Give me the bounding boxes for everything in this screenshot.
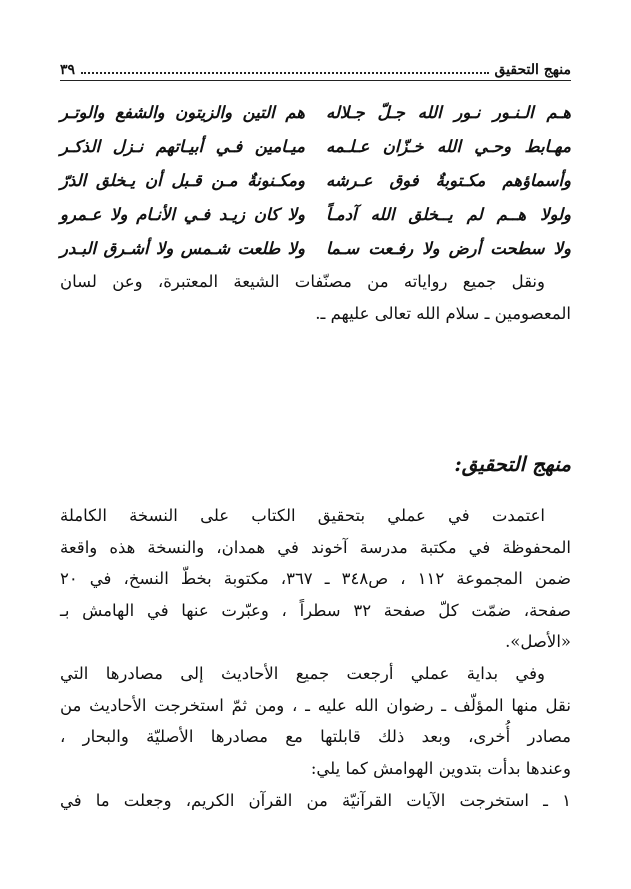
verse-second-hemistich: ومكـنونةٌ مـن قـبل أن يـخلق الذرّ — [60, 170, 305, 190]
verse-second-hemistich: ولا كان زيـد فـي الأنـام ولا عـمرو — [60, 204, 305, 224]
text-line: مصادر أُخرى، وبعد ذلك قابلتها مع مصادرها الأصليّة والبحار ، — [60, 727, 571, 746]
text-line: نقل منها المؤلّف ـ رضوان الله عليه ـ ، ومن ثمّ استخرجت الأحاديث من — [60, 695, 571, 715]
poem — [60, 95, 571, 265]
running-head — [60, 58, 571, 78]
text-line: ١ ـ استخرجت الآيات القرآنيّة من القرآن الكريم، وجعلت ما في — [60, 791, 571, 810]
text-line: وعندها بدأت بتدوين الهوامش كما يلي: — [310, 758, 571, 778]
poem-verse — [60, 197, 571, 231]
poem-verse — [60, 163, 571, 197]
text-line: وفي بداية عملي أرجعت جميع الأحاديث إلى مصادرها التي — [60, 664, 545, 683]
text-line: صفحة، ضمّت كلّ صفحة ٣٢ سطراً ، وعبّرت عنها في الهامش بـ — [60, 600, 571, 620]
poem-verse — [60, 95, 571, 129]
list-item — [60, 785, 571, 817]
page-number: ٣٩ — [60, 62, 76, 78]
text-line: ضمن المجموعة ١١٢ ، ص٣٤٨ ـ ٣٦٧، مكتوبة بخطّ النسخ، في ٢٠ — [60, 569, 572, 588]
paragraph-method — [60, 658, 571, 784]
text-line: اعتمدت في عملي بتحقيق الكتاب على النسخة الكاملة — [60, 506, 545, 525]
section-heading: منهج التحقيق: — [454, 452, 571, 476]
leader-dots — [81, 72, 488, 74]
header-rule — [60, 80, 571, 81]
verse-second-hemistich: ميـامين فـي أبيـاتهم نـزل الذكـر — [60, 136, 305, 156]
running-head-title: منهج التحقيق — [494, 62, 571, 78]
verse-first-hemistich: ولا سطحت أرض ولا رفـعت سـما — [326, 238, 571, 258]
verse-first-hemistich: مهـابط وحـي الله خـزّان عـلـمه — [326, 136, 571, 156]
intro-paragraph — [60, 266, 571, 329]
verse-first-hemistich: هـم الـنـور نـور الله جـلّ جـلاله — [326, 102, 571, 122]
text-line: المحفوظة في مكتبة مدرسة آخوند في همدان، والنسخة هذه واقعة — [60, 537, 571, 557]
verse-second-hemistich: ولا طلعت شـمس ولا أشـرق البـدر — [60, 238, 305, 258]
verse-first-hemistich: وأسماؤهم مكـتوبةٌ فوق عـرشه — [326, 170, 571, 190]
text-line: المعصومين ـ سلام الله تعالى عليهم ـ. — [315, 303, 571, 323]
text-line: «الأصل». — [505, 632, 571, 651]
verse-second-hemistich: هم التين والزيتون والشفع والوتـر — [60, 102, 305, 122]
paragraph-source-manuscript — [60, 500, 571, 658]
poem-verse — [60, 231, 571, 265]
verse-first-hemistich: ولولا هــم لم يــخلق الله آدمـاً — [326, 204, 571, 224]
text-line: ونقل جميع رواياته من مصنّفات الشيعة المعتبرة، وعن لسان — [60, 272, 545, 291]
poem-verse — [60, 129, 571, 163]
